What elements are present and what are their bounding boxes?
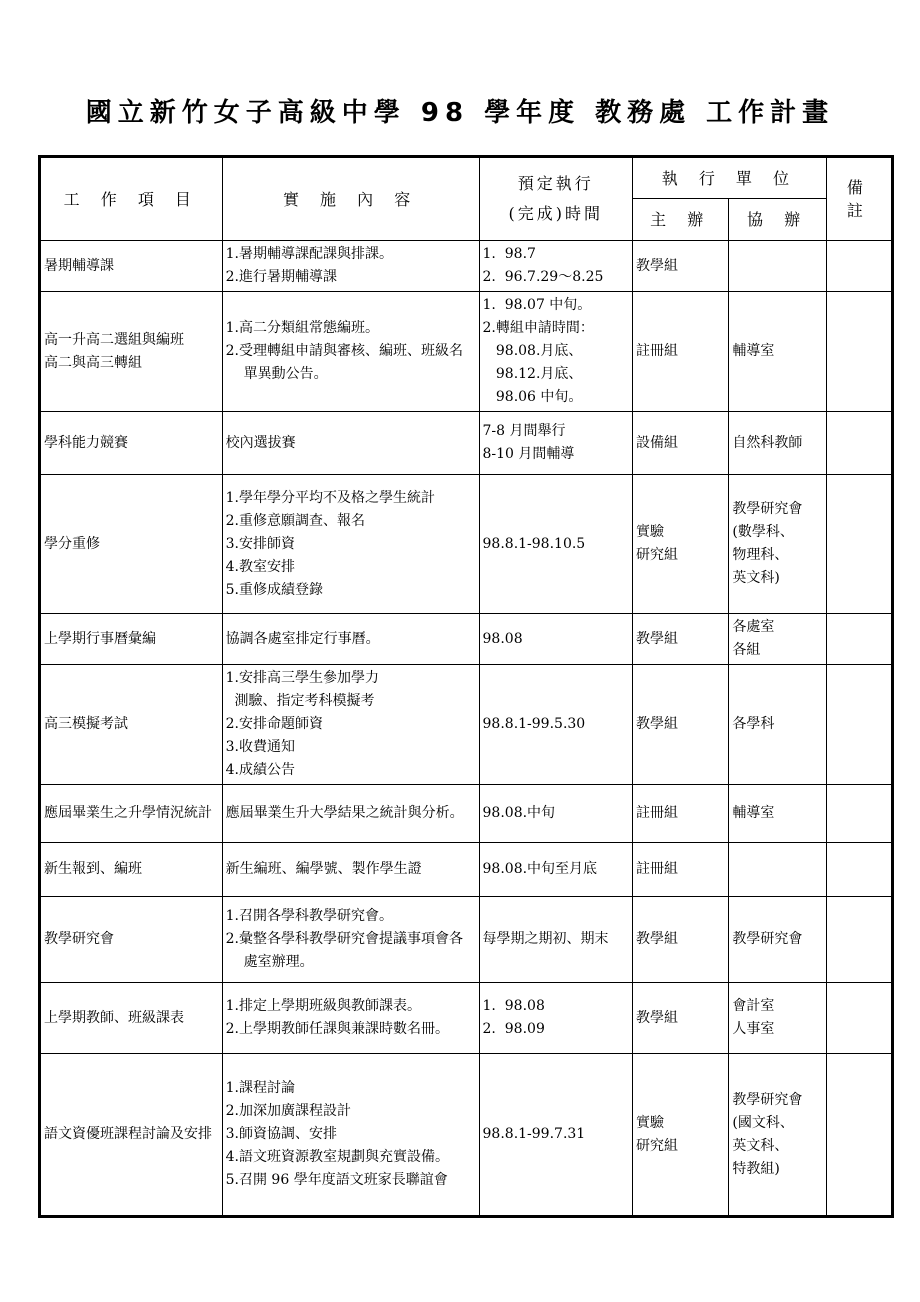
time-cell-line: 98.8.1-98.10.5 [482,535,586,552]
content-cell [222,614,479,665]
assist-cell [729,785,826,843]
header-assist: 協 辦 [729,199,826,241]
item-cell-line: 高一升高二選組與編班 [44,331,184,348]
time-cell [479,412,633,475]
table-row [40,241,893,292]
lead-cell [633,785,729,843]
time-cell-line: 98.08 [482,630,523,647]
content-cell-line: 2.加深加廣課程設計 [225,1103,351,1119]
header-lead: 主 辦 [633,199,729,241]
time-cell [479,843,633,897]
header-item: 工 作 項 目 [40,157,223,241]
time-cell [479,897,633,983]
lead-cell-line: 研究組 [636,547,679,563]
note-cell [826,292,892,412]
time-cell-line: 98.08.中旬至月底 [482,861,598,877]
lead-cell [633,843,729,897]
content-cell-line: 1.高二分類組常態編班。 [225,320,379,336]
assist-cell-line: 自然科教師 [732,434,803,451]
lead-cell [633,292,729,412]
content-cell [222,475,479,614]
header-note: 備 註 [826,157,892,241]
lead-cell-line: 教學組 [636,630,679,647]
content-cell-line: 協調各處室排定行事曆。 [225,630,380,647]
lead-cell-line: 教學組 [636,1009,679,1026]
lead-cell [633,614,729,665]
table-row [40,983,893,1054]
item-cell [40,292,223,412]
item-cell [40,665,223,785]
item-cell-line: 學科能力競賽 [44,434,128,451]
note-cell [826,614,892,665]
note-cell [826,241,892,292]
content-cell-line: 2.安排命題師資 [225,716,323,732]
header-time-line2: (完成)時間 [508,204,604,223]
header-unit: 執 行 單 位 [633,157,827,199]
time-cell-line: 7-8 月間舉行 [482,423,566,439]
assist-cell-line: 各處室 [732,619,775,635]
content-cell-line: 2.彙整各學科教學研究會提議事項會各處室辦理。 [225,931,463,970]
note-cell [826,1054,892,1217]
item-cell [40,241,223,292]
content-cell-line: 1.學年學分平均不及格之學生統計 [225,489,435,506]
time-cell-line: 1. 98.7 [482,246,536,262]
lead-cell [633,897,729,983]
content-cell-line: 4.教室安排 [225,558,295,575]
content-cell [222,665,479,785]
time-cell-line: 每學期之期初、期末 [482,931,609,947]
time-cell [479,983,633,1054]
assist-cell [729,843,826,897]
lead-cell-line: 註冊組 [636,861,679,877]
lead-cell-line: 實驗 [636,524,665,540]
assist-cell-line: 會計室 [732,998,775,1014]
table-row [40,292,893,412]
lead-cell-line: 教學組 [636,257,679,274]
lead-cell-line: 研究組 [636,1137,679,1154]
time-cell [479,475,633,614]
content-cell-line: 4.成績公告 [225,762,295,778]
content-cell-line: 應屆畢業生升大學結果之統計與分析。 [225,805,464,821]
note-cell [826,475,892,614]
assist-cell-line: (國文科、 [732,1114,794,1131]
content-cell-line: 3.師資協調、安排 [225,1126,337,1142]
assist-cell-line: 英文科) [732,570,780,586]
time-cell-line: 98.06 中旬。 [482,389,583,405]
assist-cell-line: 物理科、 [732,547,789,563]
lead-cell [633,665,729,785]
time-cell-line: 2. 96.7.29～8.25 [482,269,604,285]
item-cell-line: 高三模擬考試 [44,716,128,732]
assist-cell-line: 教學研究會 [732,931,803,947]
lead-cell-line: 註冊組 [636,343,679,359]
time-cell [479,785,633,843]
item-cell-line: 高二與高三轉組 [44,354,142,371]
content-cell-line: 2.上學期教師任課與兼課時數名冊。 [225,1021,449,1037]
note-cell [826,665,892,785]
content-cell [222,412,479,475]
note-cell [826,843,892,897]
work-plan-table [38,155,894,1218]
content-cell-line: 校內選拔賽 [225,434,296,451]
content-cell-line: 1.召開各學科教學研究會。 [225,908,393,924]
assist-cell [729,412,826,475]
assist-cell [729,1054,826,1217]
content-cell-line: 1.排定上學期班級與教師課表。 [225,998,421,1014]
content-cell [222,241,479,292]
content-cell-line: 2.受理轉組申請與審核、編班、班級名單異動公告。 [225,343,463,382]
item-cell-line: 教學研究會 [44,931,114,947]
content-cell-line: 5.重修成績登錄 [225,581,323,598]
time-cell-line: 2.轉組申請時間： [482,320,594,336]
table-row [40,785,893,843]
assist-cell [729,241,826,292]
assist-cell [729,897,826,983]
item-cell-line: 學分重修 [44,535,100,552]
assist-cell [729,665,826,785]
item-cell-line: 上學期行事曆彙編 [44,630,156,647]
note-cell [826,412,892,475]
assist-cell-line: 各學科 [732,716,775,732]
note-cell [826,785,892,843]
content-cell-line: 測驗、指定考科模擬考 [225,693,375,709]
lead-cell [633,983,729,1054]
assist-cell-line: 教學研究會 [732,1091,803,1108]
time-cell-line: 98.8.1-99.5.30 [482,716,586,732]
time-cell-line: 8-10 月間輔導 [482,446,575,462]
content-cell-line: 1.暑期輔導課配課與排課。 [225,246,393,262]
page-title: 國立新竹女子高級中學 98 學年度 教務處 工作計畫 [85,98,835,128]
table-row [40,897,893,983]
lead-cell-line: 教學組 [636,931,679,947]
table-row [40,665,893,785]
assist-cell-line: 輔導室 [732,343,775,359]
content-cell-line: 3.收費通知 [225,739,295,755]
assist-cell-line: 教學研究會 [732,501,803,517]
time-cell-line: 1. 98.07 中旬。 [482,297,592,313]
lead-cell [633,241,729,292]
assist-cell-line: 特教組) [732,1160,780,1177]
time-cell-line: 98.8.1-99.7.31 [482,1126,586,1142]
item-cell [40,475,223,614]
item-cell [40,614,223,665]
time-cell-line: 98.08.中旬 [482,805,556,821]
item-cell-line: 暑期輔導課 [44,257,114,274]
note-cell [826,897,892,983]
time-cell [479,292,633,412]
lead-cell [633,475,729,614]
content-cell-line: 2.重修意願調查、報名 [225,512,365,529]
assist-cell [729,475,826,614]
time-cell-line: 1. 98.08 [482,998,545,1014]
header-time-line1: 預定執行 [517,174,594,193]
item-cell-line: 新生報到、編班 [44,861,142,877]
lead-cell-line: 設備組 [636,434,679,451]
content-cell-line: 1.安排高三學生參加學力 [225,670,379,686]
item-cell-line: 語文資優班課程討論及安排 [44,1126,212,1142]
header-time [479,157,633,241]
lead-cell [633,412,729,475]
time-cell [479,665,633,785]
time-cell-line: 2. 98.09 [482,1021,545,1037]
table-row [40,843,893,897]
assist-cell-line: 輔導室 [732,805,775,821]
assist-cell-line: 各組 [732,642,761,658]
item-cell [40,897,223,983]
content-cell-line: 1.課程討論 [225,1080,295,1096]
content-cell [222,1054,479,1217]
time-cell-line: 98.08.月底、 [482,343,583,359]
item-cell [40,412,223,475]
assist-cell-line: (數學科、 [732,524,794,540]
note-cell [826,983,892,1054]
content-cell [222,292,479,412]
content-cell [222,843,479,897]
item-cell [40,983,223,1054]
table-body [40,241,893,1217]
time-cell [479,614,633,665]
assist-cell-line: 人事室 [732,1021,775,1037]
table-row [40,412,893,475]
content-cell [222,983,479,1054]
content-cell-line: 5.召開 96 學年度語文班家長聯誼會 [225,1172,448,1188]
content-cell [222,785,479,843]
table-row [40,614,893,665]
content-cell-line: 新生編班、編學號、製作學生證 [225,861,422,877]
assist-cell [729,983,826,1054]
time-cell [479,241,633,292]
lead-cell [633,1054,729,1217]
table-row [40,475,893,614]
content-cell-line: 4.語文班資源教室規劃與充實設備。 [225,1149,449,1165]
time-cell-line: 98.12.月底、 [482,366,583,382]
assist-cell [729,292,826,412]
content-cell [222,897,479,983]
time-cell [479,1054,633,1217]
item-cell [40,843,223,897]
item-cell [40,785,223,843]
assist-cell [729,614,826,665]
item-cell-line: 應屆畢業生之升學情況統計 [44,805,212,821]
content-cell-line: 2.進行暑期輔導課 [225,269,337,285]
content-cell-line: 3.安排師資 [225,535,295,552]
item-cell-line: 上學期教師、班級課表 [44,1009,184,1026]
lead-cell-line: 註冊組 [636,805,679,821]
item-cell [40,1054,223,1217]
lead-cell-line: 實驗 [636,1114,665,1131]
assist-cell-line: 英文科、 [732,1137,789,1154]
header-content: 實 施 內 容 [222,157,479,241]
table-row [40,1054,893,1217]
lead-cell-line: 教學組 [636,716,679,732]
